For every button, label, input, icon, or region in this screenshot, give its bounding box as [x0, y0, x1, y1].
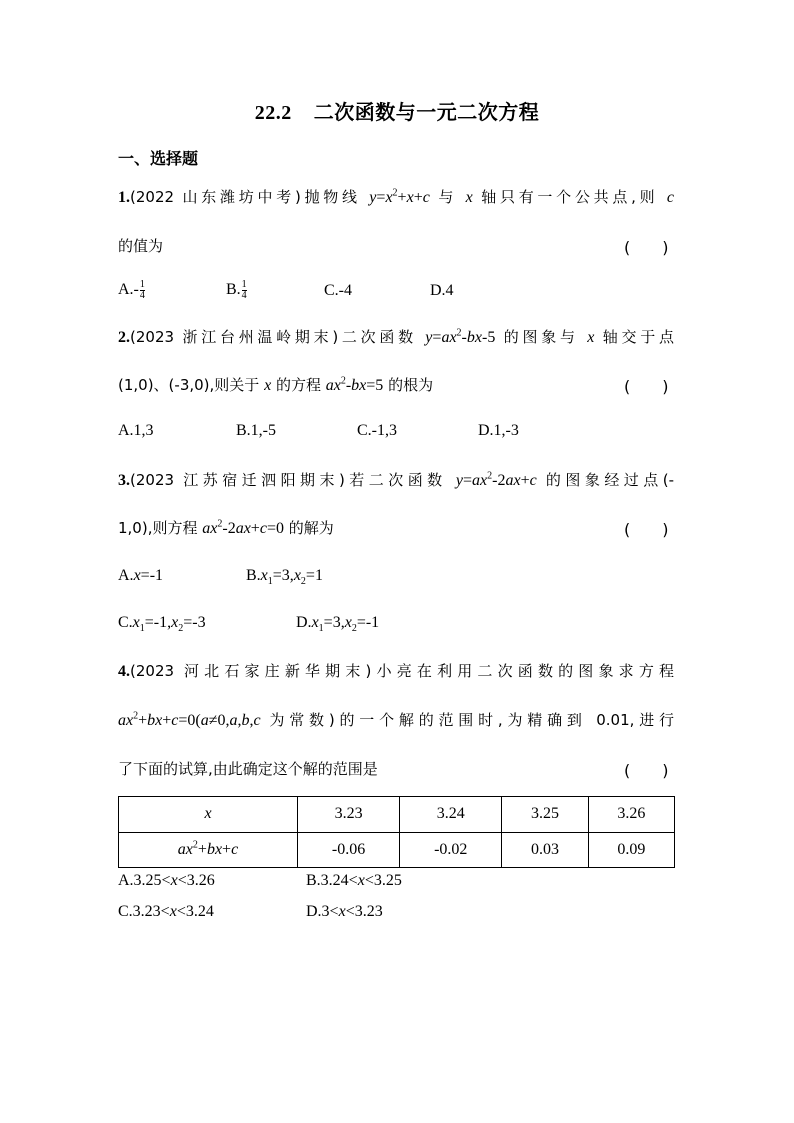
- question-4-answer-blank: ( ): [624, 761, 669, 780]
- question-1-option-d: D.4: [430, 282, 454, 299]
- question-1-line-1: 1.(2022 山东潍坊中考)抛物线 $y=x^2+x+c$ 与 x 轴只有一个公共点,则 c: [118, 187, 674, 206]
- question-2-option-a: A.1,3: [118, 422, 154, 439]
- table-cell: -0.06: [298, 832, 400, 868]
- question-2-option-b: B.1,-5: [236, 422, 276, 439]
- question-4-option-a: A.3.25<x<3.26: [118, 872, 215, 889]
- question-3-option-d: $D.x_1=3,x_2=-1$: [296, 614, 380, 635]
- question-3-line-1: 3.(2023 江苏宿迁泗阳期末)若二次函数 $y=ax^2-2ax+c$ 的图象经过点(-: [118, 470, 674, 489]
- question-3-option-c: $C.x_1=-1,x_2=-3$: [118, 614, 206, 635]
- question-3-option-a: A.x=-1: [118, 567, 164, 584]
- trial-table: [118, 796, 675, 868]
- question-2-option-d: D.1,-3: [478, 422, 519, 439]
- table-header-cell: $ax^2+bx+c$: [119, 832, 298, 868]
- table-cell: -0.02: [400, 832, 502, 868]
- table-cell: 3.26: [588, 797, 674, 833]
- question-2-option-c: C.-1,3: [357, 422, 397, 439]
- question-2-line-2: (1,0)、(-3,0),则关于 x 的方程 $ax^2-bx=5$ 的根为: [118, 375, 434, 394]
- table-cell: 0.03: [502, 832, 588, 868]
- table-row: [119, 832, 675, 868]
- question-3-line-2: 1,0),则方程 $ax^2-2ax+c=0$ 的解为: [118, 518, 334, 537]
- question-4-line-3: 了下面的试算,由此确定这个解的范围是: [118, 760, 378, 778]
- section-heading: 一、选择题: [118, 149, 199, 168]
- table-cell: 3.23: [298, 797, 400, 833]
- question-3-option-b: $B.x_1=3,x_2=1$: [246, 567, 323, 588]
- question-4-option-b: B.3.24<x<3.25: [306, 872, 402, 889]
- question-4-option-c: C.3.23<x<3.24: [118, 903, 214, 920]
- question-4-option-d: D.3<x<3.23: [306, 903, 383, 920]
- question-1-answer-blank: ( ): [624, 238, 669, 257]
- page-title: 22.2 二次函数与一元二次方程: [254, 100, 540, 124]
- table-cell: 3.24: [400, 797, 502, 833]
- question-2-answer-blank: ( ): [624, 377, 669, 396]
- table-header-cell: x: [119, 797, 298, 833]
- question-1-option-b: B. $\frac{1}{4}$: [226, 279, 247, 301]
- question-4-line-2: $ax^2+bx+c=0(a\ne 0,a,b,c$ 为常数)的一个解的范围时,为精确到 0.01,进行: [118, 710, 675, 729]
- question-1-option-c: C.-4: [324, 282, 352, 299]
- question-4-line-1: 4.(2023 河北石家庄新华期末)小亮在利用二次函数的图象求方程: [118, 662, 674, 680]
- table-cell: 3.25: [502, 797, 588, 833]
- table-cell: 0.09: [588, 832, 674, 868]
- table-row: [119, 797, 675, 833]
- question-1-option-a: A.- $\frac{1}{4}$: [118, 279, 145, 301]
- question-2-line-1: 2.(2023 浙江台州温岭期末)二次函数 $y=ax^2-bx-5$ 的图象与 x 轴交于点: [118, 327, 674, 346]
- question-3-answer-blank: ( ): [624, 520, 669, 539]
- question-1-line-2: 的值为: [118, 237, 164, 255]
